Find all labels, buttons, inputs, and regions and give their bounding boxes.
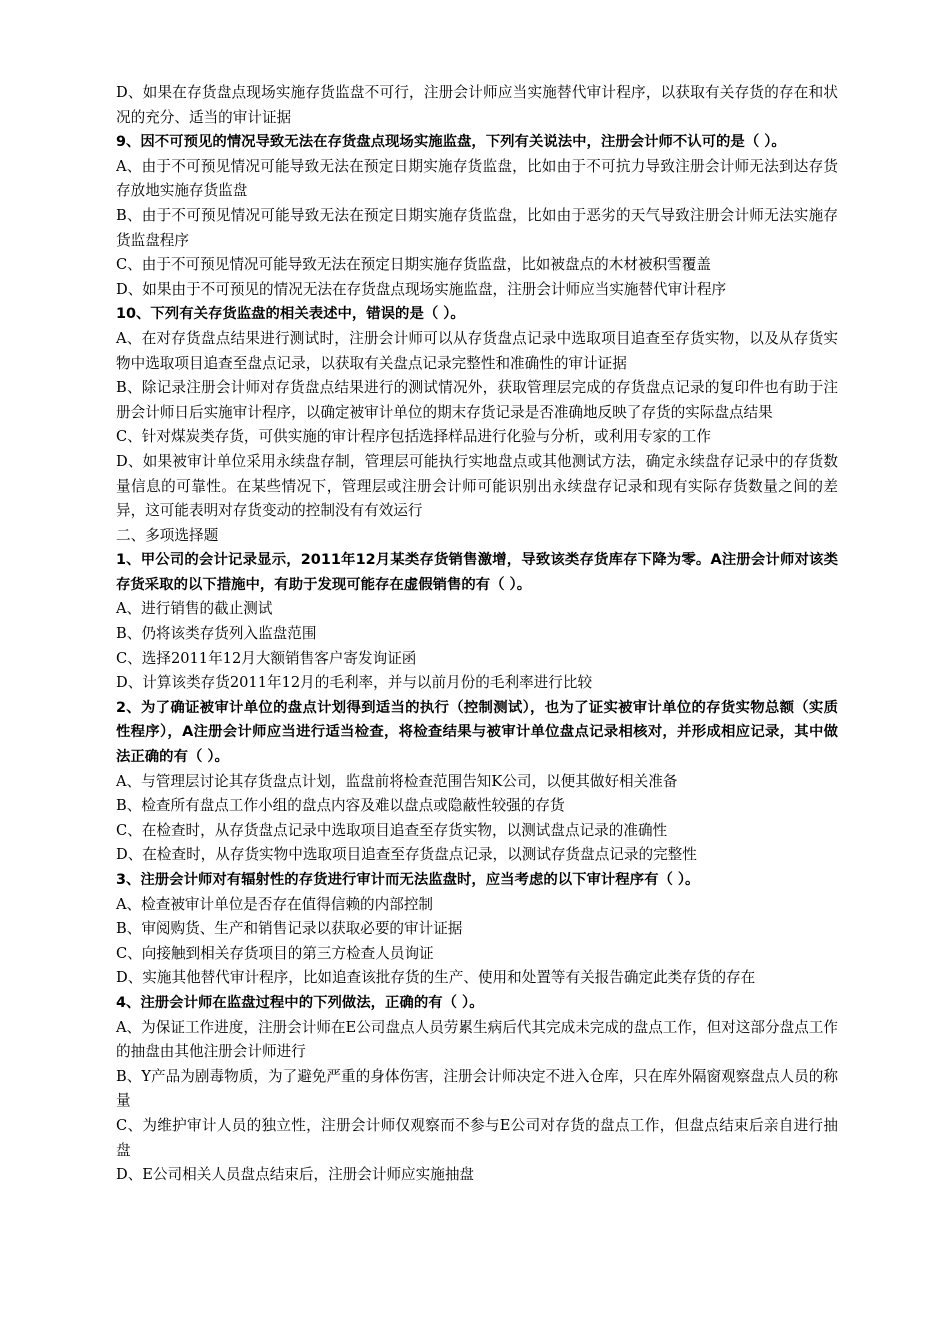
option-text: B、审阅购货、生产和销售记录以获取必要的审计证据 xyxy=(116,920,463,938)
option-text: D、E公司相关人员盘点结束后，注册会计师应实施抽盘 xyxy=(116,1166,475,1184)
option-text: A、进行销售的截止测试 xyxy=(116,600,273,618)
option-text: B、由于不可预见情况可能导致无法在预定日期实施存货监盘，比如由于恶劣的天气导致注册会计师无法实施存货监盘程序 xyxy=(116,206,838,249)
option-text: D、如果被审计单位采用永续盘存制，管理层可能执行实地盘点或其他测试方法，确定永续盘存记录中的存货数量信息的可靠性。在某些情况下，管理层或注册会计师可能识别出永续盘存记录和现有实际存货数量之间的差异，这可能表明对存货变动的控制没有有效运行 xyxy=(116,452,838,520)
option-text: B、除记录注册会计师对存货盘点结果进行的测试情况外，获取管理层完成的存货盘点记录的复印件也有助于注册会计师日后实施审计程序，以确定被审计单位的期末存货记录是否准确地反映了存货的实际盘点结果 xyxy=(116,379,838,421)
option-text: D、实施其他替代审计程序，比如追查该批存货的生产、使用和处置等有关报告确定此类存货的存在 xyxy=(116,969,756,987)
section-heading: 二、多项选择题 xyxy=(116,526,219,544)
option-text: C、选择2011年12月大额销售客户寄发询证函 xyxy=(116,649,417,667)
option-text: C、由于不可预见情况可能导致无法在预定日期实施存货监盘，比如被盘点的木材被积雪覆盖 xyxy=(116,256,711,274)
option-text: B、仍将该类存货列入监盘范围 xyxy=(116,625,317,643)
option-text: C、针对煤炭类存货，可供实施的审计程序包括选择样品进行化验与分析，或利用专家的工作 xyxy=(116,428,711,446)
document-body xyxy=(116,81,838,1188)
option-text: D、如果由于不可预见的情况无法在存货盘点现场实施监盘，注册会计师应当实施替代审计程序 xyxy=(116,280,727,298)
question-text: 1、甲公司的会计记录显示，2011年12月某类存货销售激增，导致该类存货库存下降为零。A注册会计师对该类存货采取的以下措施中，有助于发现可能存在虚假销售的有（ ）。 xyxy=(116,552,838,593)
option-text: B、检查所有盘点工作小组的盘点内容及难以盘点或隐蔽性较强的存货 xyxy=(116,797,565,815)
option-text: D、在检查时，从存货实物中选取项目追查至存货盘点记录，以测试存货盘点记录的完整性 xyxy=(116,846,697,864)
option-text: A、检查被审计单位是否存在值得信赖的内部控制 xyxy=(116,895,434,913)
question-text: 4、注册会计师在监盘过程中的下列做法，正确的有（ ）。 xyxy=(116,994,484,1011)
option-text: D、计算该类存货2011年12月的毛利率，并与以前月份的毛利率进行比较 xyxy=(116,674,593,692)
question-text: 3、注册会计师对有辐射性的存货进行审计而无法监盘时，应当考虑的以下审计程序有（ ）。 xyxy=(116,872,700,888)
option-text: C、向接触到相关存货项目的第三方检查人员询证 xyxy=(116,944,434,962)
option-text: A、为保证工作进度，注册会计师在E公司盘点人员劳累生病后代其完成未完成的盘点工作，但对这部分盘点工作的抽盘由其他注册会计师进行 xyxy=(116,1018,838,1061)
option-text: B、Y产品为剧毒物质，为了避免严重的身体伤害，注册会计师决定不进入仓库，只在库外隔窗观察盘点人员的称量 xyxy=(116,1067,838,1110)
question-text: 2、为了确证被审计单位的盘点计划得到适当的执行（控制测试），也为了证实被审计单位的存货实物总额（实质性程序），A注册会计师应当进行适当检查，将检查结果与被审计单位盘点记录相核对，并形成相应记录，其中做法正确的有（ ）。 xyxy=(116,699,838,766)
question-text: 10、下列有关存货监盘的相关表述中，错误的是（ ）。 xyxy=(116,306,465,323)
question-text: 9、因不可预见的情况导致无法在存货盘点现场实施监盘，下列有关说法中，注册会计师不认可的是（ ）。 xyxy=(116,134,786,151)
option-text: A、在对存货盘点结果进行测试时，注册会计师可以从存货盘点记录中选取项目追查至存货实物，以及从存货实物中选取项目追查至盘点记录，以获取有关盘点记录完整性和准确性的审计证据 xyxy=(116,329,838,372)
option-text: C、在检查时，从存货盘点记录中选取项目追查至存货实物，以测试盘点记录的准确性 xyxy=(116,821,668,839)
option-text: C、为维护审计人员的独立性，注册会计师仅观察而不参与E公司对存货的盘点工作，但盘点结束后亲自进行抽盘 xyxy=(116,1116,838,1159)
option-text: D、如果在存货盘点现场实施存货监盘不可行，注册会计师应当实施替代审计程序，以获取有关存货的存在和状况的充分、适当的审计证据 xyxy=(116,84,838,126)
option-text: A、与管理层讨论其存货盘点计划，监盘前将检查范围告知K公司，以便其做好相关准备 xyxy=(116,772,678,790)
option-text: A、由于不可预见情况可能导致无法在预定日期实施存货监盘，比如由于不可抗力导致注册会计师无法到达存货存放地实施存货监盘 xyxy=(116,157,838,200)
